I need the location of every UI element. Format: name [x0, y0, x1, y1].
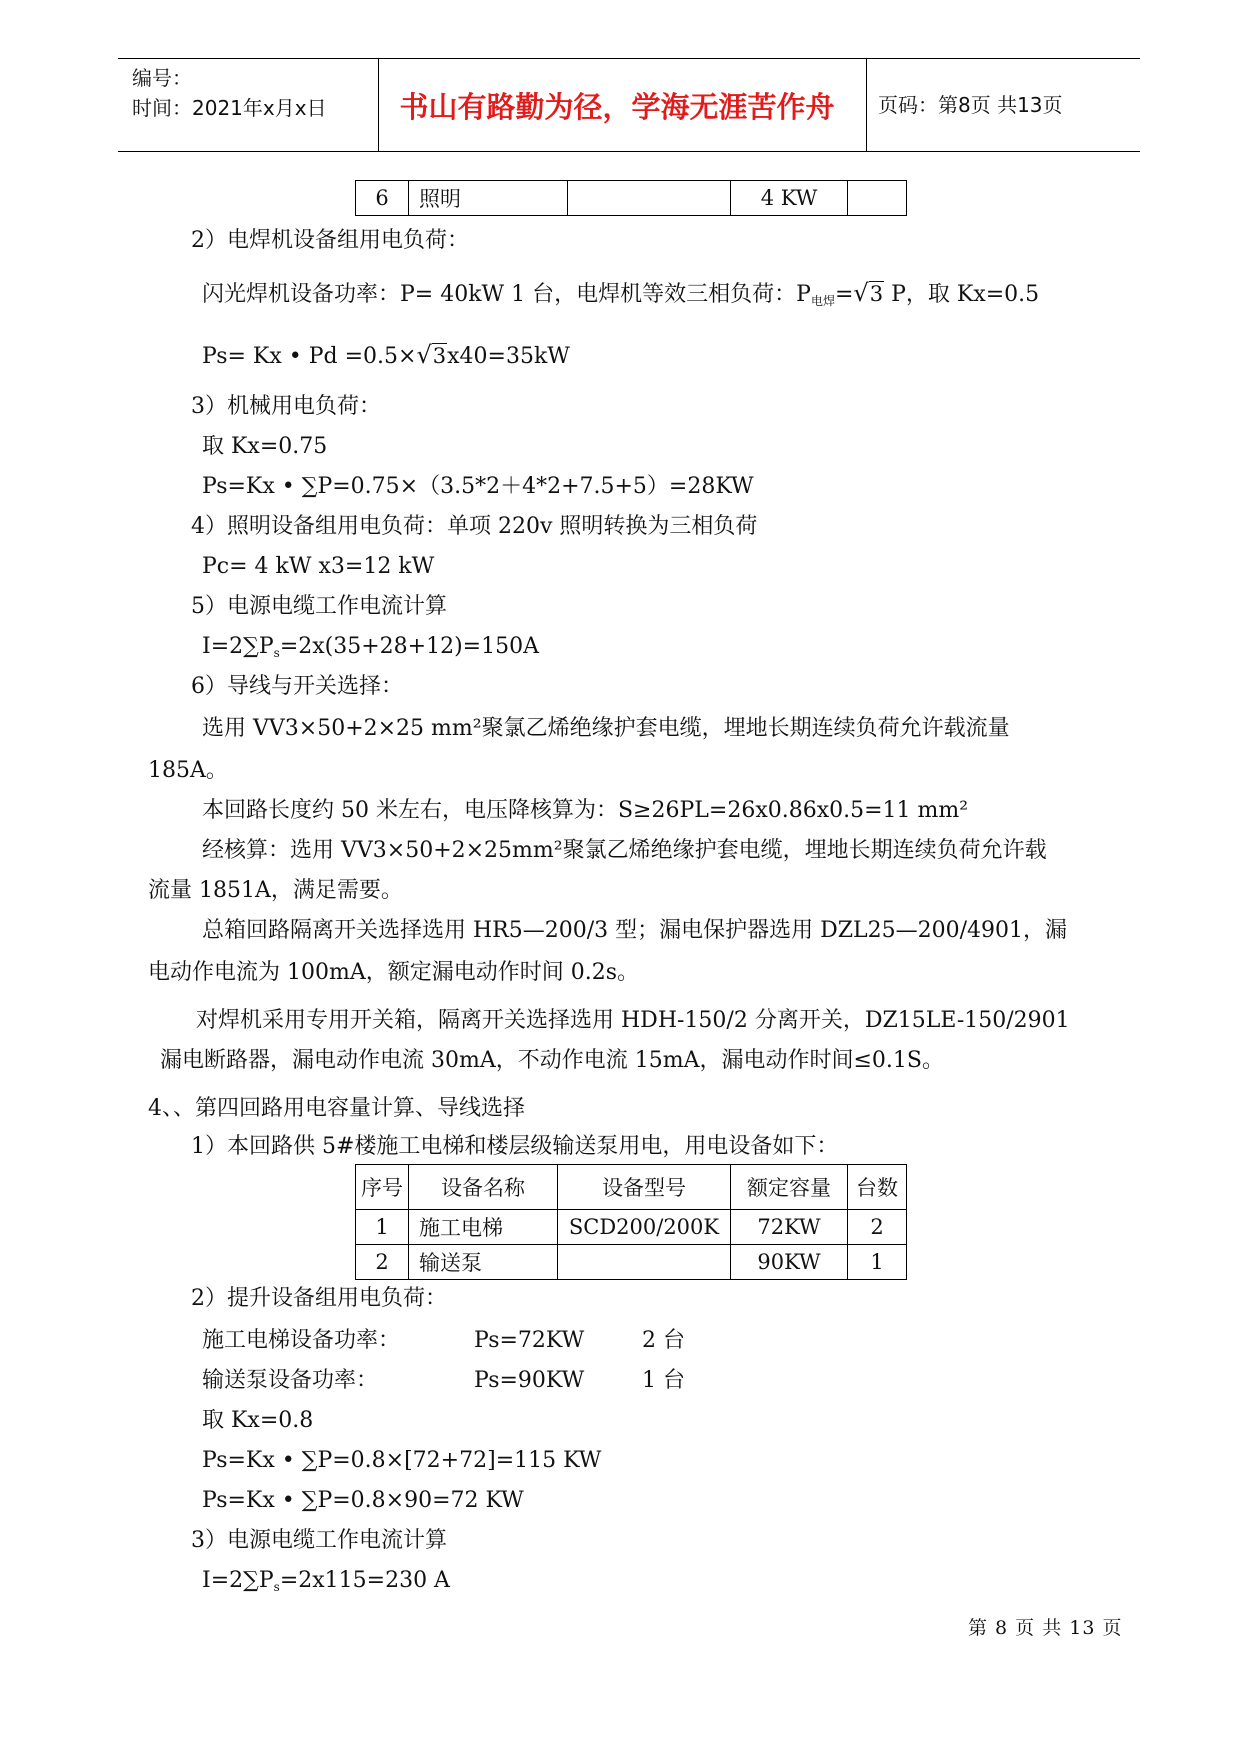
- text-span: P，取 Kx=0.5: [884, 282, 1040, 307]
- text-line: Ps=Kx • ∑P=0.8×[72+72]=115 KW: [202, 1448, 602, 1473]
- text-line: 选用 VV3×50+2×25 mm²聚氯乙烯绝缘护套电缆，埋地长期连续负荷允许载流量: [202, 716, 1010, 741]
- table-cell: [848, 181, 907, 216]
- column-header: 设备名称: [409, 1165, 558, 1210]
- subscript: s: [273, 1580, 280, 1594]
- text-line: 1）本回路供 5#楼施工电梯和楼层级输送泵用电，用电设备如下：: [191, 1134, 839, 1159]
- text-line: 5）电源电缆工作电流计算: [191, 594, 447, 619]
- header-meta: [132, 63, 327, 123]
- table-cell: 1: [356, 1210, 409, 1245]
- page-header: [118, 58, 1140, 152]
- text-line: 流量 1851A，满足需要。: [148, 878, 403, 903]
- table-cell: 施工电梯: [409, 1210, 558, 1245]
- column-header: 设备型号: [558, 1165, 731, 1210]
- table-cell: 1: [848, 1245, 907, 1280]
- text-line: 电动作电流为 100mA，额定漏电动作时间 0.2s。: [148, 960, 640, 985]
- text-line: Pc= 4 kW x3=12 kW: [202, 554, 435, 579]
- text-span: =2x115=230 A: [279, 1568, 450, 1593]
- text-line: [202, 340, 570, 372]
- table-row: [356, 1245, 907, 1280]
- table-cell: [568, 181, 731, 216]
- table-row: [356, 181, 907, 216]
- text-line: 总箱回路隔离开关选择选用 HR5—200/3 型；漏电保护器选用 DZL25—200/4901，漏: [202, 918, 1068, 943]
- page-footer: 第 8 页 共 13 页: [968, 1617, 1123, 1639]
- text-line: [202, 632, 539, 668]
- subscript: 电焊: [810, 294, 835, 308]
- table-cell: 6: [356, 181, 409, 216]
- text-span: Ps= Kx • Pd =0.5×: [202, 344, 417, 369]
- sqrt-radicand: 3: [432, 344, 447, 368]
- text-line: [202, 1366, 685, 1396]
- text-line: 取 Kx=0.75: [202, 434, 328, 459]
- sqrt-symbol: √3: [416, 341, 447, 369]
- text-line: 2）提升设备组用电负荷：: [191, 1286, 447, 1311]
- text-span: 闪光焊机设备功率：P= 40kW 1 台，电焊机等效三相负荷：P: [202, 282, 811, 307]
- text-line: 4、、第四回路用电容量计算、导线选择: [148, 1096, 525, 1121]
- header-motto: 书山有路勤为径，学海无涯苦作舟: [399, 89, 835, 124]
- table-cell: [558, 1245, 731, 1280]
- column-header: 台数: [848, 1165, 907, 1210]
- text-line: [202, 1326, 685, 1356]
- text-span: =2x(35+28+12)=150A: [279, 634, 539, 659]
- text-line: 漏电断路器，漏电动作电流 30mA，不动作电流 15mA，漏电动作时间≤0.1S。: [160, 1048, 944, 1073]
- text-line: 3）电源电缆工作电流计算: [191, 1528, 447, 1553]
- sqrt-symbol: √3: [853, 279, 884, 307]
- table-cell: 2: [356, 1245, 409, 1280]
- text-line: 3）机械用电负荷：: [191, 394, 381, 419]
- text-line: 本回路长度约 50 米左右，电压降核算为：S≥26PL=26x0.86x0.5=11 mm²: [202, 798, 969, 823]
- text-span: 1 台: [642, 1368, 685, 1393]
- text-line: 185A。: [148, 758, 228, 783]
- text-span: 施工电梯设备功率：: [202, 1328, 401, 1353]
- load-table-tail: [355, 180, 907, 216]
- equipment-table: [355, 1164, 907, 1280]
- table-cell: SCD200/200K: [558, 1210, 731, 1245]
- table-row: [356, 1210, 907, 1245]
- text-line: 对焊机采用专用开关箱，隔离开关选择选用 HDH-150/2 分离开关，DZ15LE-150/2901: [196, 1008, 1070, 1033]
- table-header-row: [356, 1165, 907, 1210]
- text-span: Ps=72KW: [474, 1328, 585, 1353]
- text-span: 2 台: [642, 1328, 685, 1353]
- sqrt-radicand: 3: [869, 282, 884, 306]
- table-cell: 4 KW: [731, 181, 848, 216]
- text-line: [202, 278, 1039, 316]
- column-header: 额定容量: [731, 1165, 848, 1210]
- table-cell: 输送泵: [409, 1245, 558, 1280]
- text-span: 输送泵设备功率：: [202, 1368, 379, 1393]
- text-line: 6）导线与开关选择：: [191, 674, 403, 699]
- table-cell: 照明: [409, 181, 568, 216]
- text-span: x40=35kW: [447, 344, 570, 369]
- doc-time-label: 时间：2021年x月x日: [132, 96, 327, 120]
- header-page-label: 页码：第8页 共13页: [878, 93, 1063, 117]
- header-divider: [866, 59, 867, 151]
- text-line: Ps=Kx • ∑P=0.75×（3.5*2＋4*2+7.5+5）=28KW: [202, 474, 754, 499]
- table-cell: 2: [848, 1210, 907, 1245]
- text-line: 取 Kx=0.8: [202, 1408, 314, 1433]
- column-header: 序号: [356, 1165, 409, 1210]
- text-line: 经核算：选用 VV3×50+2×25mm²聚氯乙烯绝缘护套电缆，埋地长期连续负荷允许载: [202, 838, 1047, 863]
- text-line: 4）照明设备组用电负荷：单项 220v 照明转换为三相负荷: [191, 514, 758, 539]
- doc-number-label: 编号：: [132, 66, 192, 90]
- text-span: =: [834, 282, 854, 307]
- subscript: s: [273, 646, 280, 660]
- table-cell: 90KW: [731, 1245, 848, 1280]
- text-span: I=2∑P: [202, 1568, 274, 1593]
- text-line: [202, 1566, 450, 1602]
- text-span: Ps=90KW: [474, 1368, 585, 1393]
- text-line: Ps=Kx • ∑P=0.8×90=72 KW: [202, 1488, 524, 1513]
- text-span: I=2∑P: [202, 634, 274, 659]
- table-cell: 72KW: [731, 1210, 848, 1245]
- text-line: 2）电焊机设备组用电负荷：: [191, 228, 469, 253]
